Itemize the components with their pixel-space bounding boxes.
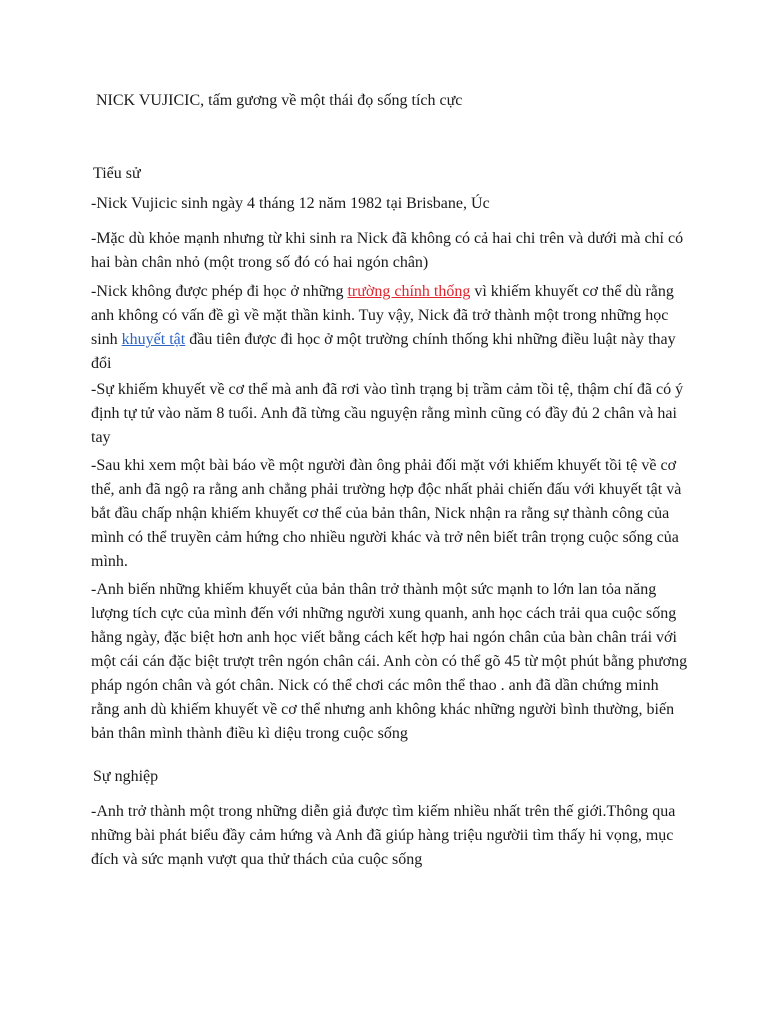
paragraph-school-text-2: vì khiếm khuyết cơ thể dù rằng anh không có vấn đề gì về mặt thần kinh. Tuy vậy, Nick đã trở thành một trong những học sinh	[91, 283, 674, 348]
section-heading-career: Sự nghiệp	[93, 768, 159, 785]
paragraph-depression: -Sự khiếm khuyết về cơ thể mà anh đã rơi vào tình trạng bị trầm cảm tồi tệ, thậm chí đã có ý định tự tử vào năm 8 tuổi. Anh đã từng cầu nguyện rằng mình cũng có đầy đủ 2 chân và hai tay	[91, 381, 684, 446]
document-title: NICK VUJICIC, tấm gương về một thái đọ sống tích cực	[96, 92, 463, 109]
paragraph-strength: -Anh biến những khiếm khuyết của bản thân trở thành một sức mạnh to lớn lan tỏa năng lượng tích cực của mình đến với những người xung quanh, anh học cách trải qua cuộc sống hằng ngày, đặc biệt hơn anh học viết bằng cách kết hợp hai ngón chân của bàn chân trái với một cái cán đặc biệt trượt trên ngón chân cái. Anh còn có thể gõ 45 từ một phút bằng phương pháp ngón chân và gót chân. Nick có thể chơi các môn thể thao . anh đã dần chứng minh rằng anh dù khiếm khuyết về cơ thể nhưng anh không khác những người bình thường, biến bản thân mình thành điều kì diệu trong cuộc sống	[91, 581, 688, 742]
paragraph-condition: -Mặc dù khỏe mạnh nhưng từ khi sinh ra Nick đã không có cả hai chi trên và dưới mà chỉ có hai bàn chân nhỏ (một trong số đó có hai ngón chân)	[91, 230, 684, 271]
paragraph-school-text-3: đầu tiên được đi học ở một trường chính thống khi những điều luật này thay đổi	[91, 331, 676, 372]
link-mainstream-school[interactable]: trường chính thống	[347, 283, 471, 300]
section-heading-bio: Tiểu sử	[93, 165, 141, 182]
link-disability[interactable]: khuyết tật	[121, 331, 186, 348]
paragraph-realization: -Sau khi xem một bài báo về một người đàn ông phải đối mặt với khiếm khuyết tồi tệ về cơ thể, anh đã ngộ ra rằng anh chẳng phải trường hợp độc nhất phải chiến đấu với khuyết tật và bắt đầu chấp nhận khiếm khuyết cơ thể của bản thân, Nick nhận ra rằng sự thành công của mình có thể truyền cảm hứng cho nhiều người khác và trở nên biết trân trọng cuộc sống của mình.	[91, 457, 682, 570]
paragraph-school-text-1: -Nick không được phép đi học ở những	[91, 283, 348, 300]
paragraph-career: -Anh trở thành một trong những diễn giả được tìm kiếm nhiều nhất trên thế giới.Thông qua những bài phát biểu đầy cảm hứng và Anh đã giúp hàng triệu ngườii tìm thấy hi vọng, mục đích và sức mạnh vượt qua thử thách của cuộc sống	[91, 803, 676, 868]
paragraph-school	[91, 280, 691, 376]
paragraph-birth: -Nick Vujicic sinh ngày 4 tháng 12 năm 1982 tại Brisbane, Úc	[91, 195, 490, 212]
